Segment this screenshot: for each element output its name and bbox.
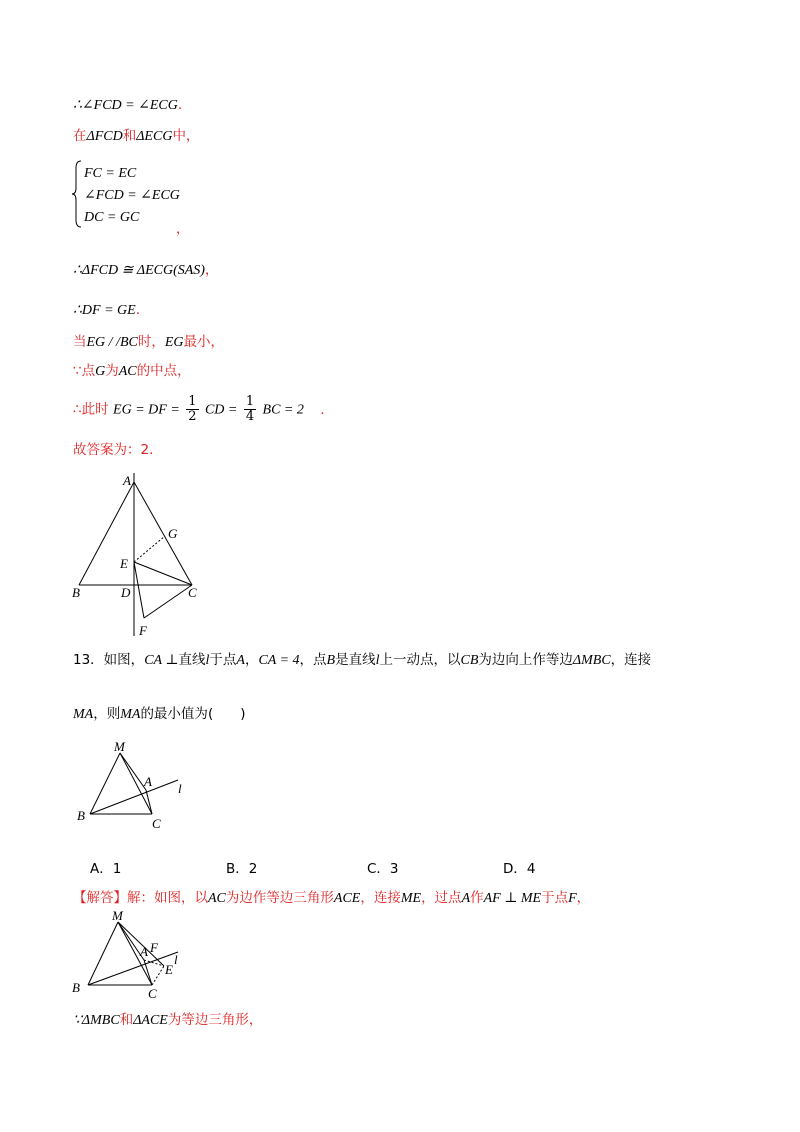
line-answer-2: 故答案为：2. bbox=[73, 442, 154, 458]
label-a: A bbox=[144, 774, 152, 789]
label-a: A bbox=[140, 944, 148, 959]
system-eq-2: ∠FCD = ∠ECG bbox=[84, 188, 180, 203]
option-a[interactable]: A．1 bbox=[90, 861, 122, 877]
option-d[interactable]: D．4 bbox=[503, 861, 536, 877]
figure-triangle-abc bbox=[66, 470, 216, 640]
label-m: M bbox=[114, 739, 125, 754]
label-f: F bbox=[139, 623, 147, 638]
label-b: B bbox=[72, 980, 80, 995]
line-congruent: ∴ΔFCD ≅ ΔECG(SAS)， bbox=[73, 262, 219, 278]
fraction-half: $\frac{1}{2}$ bbox=[188, 394, 197, 424]
label-m: M bbox=[112, 908, 123, 923]
option-b[interactable]: B．2 bbox=[226, 861, 258, 877]
system-eq-3: DC = GC bbox=[84, 210, 140, 225]
system-eq-1: FC = EC bbox=[84, 166, 137, 181]
figure-solution bbox=[68, 908, 193, 1003]
label-g: G bbox=[168, 526, 178, 541]
label-c: C bbox=[148, 986, 157, 1001]
label-b: B bbox=[72, 585, 80, 600]
line-df-ge: ∴DF = GE. bbox=[73, 302, 140, 318]
label-l: l bbox=[178, 781, 182, 796]
figure-equilateral-mbc bbox=[70, 738, 195, 833]
label-c: C bbox=[188, 585, 197, 600]
label-a: A bbox=[123, 473, 131, 488]
line-eg-min: 当EG / /BC时，EG最小， bbox=[73, 334, 225, 350]
line-in-triangles: 在ΔFCD和ΔECG中， bbox=[73, 128, 200, 144]
label-d: D bbox=[121, 585, 131, 600]
line-result: ∴此时 EG = DF = $\frac{1}{2}$ CD = $\frac{1}{4}$ BC = 2 . bbox=[73, 394, 325, 424]
label-e: E bbox=[120, 556, 128, 571]
label-c: C bbox=[152, 816, 161, 831]
question-13-line-1: 13．如图，CA ⊥直线l于点A，CA = 4，点B是直线l上一动点，以CB为边向上作等边ΔMBC，连接 bbox=[73, 652, 652, 668]
line-midpoint: ∵点G为AC的中点， bbox=[73, 363, 191, 379]
label-b: B bbox=[77, 808, 85, 823]
question-13-line-2: MA，则MA的最小值为( ) bbox=[73, 706, 246, 722]
label-f: F bbox=[150, 940, 158, 955]
answer-line: 【解答】解：如图，以AC为边作等边三角形ACE，连接ME，过点A作AF ⊥ ME于点F， bbox=[73, 890, 591, 906]
label-e: E bbox=[165, 962, 173, 977]
system-brace bbox=[72, 160, 82, 228]
option-c[interactable]: C．3 bbox=[367, 861, 399, 877]
line-angle-equal: ∴∠FCD = ∠ECG. bbox=[73, 97, 183, 113]
fraction-quarter: $\frac{1}{4}$ bbox=[245, 394, 255, 424]
last-line: ∵ΔMBC和ΔACE为等边三角形， bbox=[73, 1012, 263, 1028]
label-l: l bbox=[174, 952, 178, 967]
system-tail: ， bbox=[176, 221, 190, 237]
